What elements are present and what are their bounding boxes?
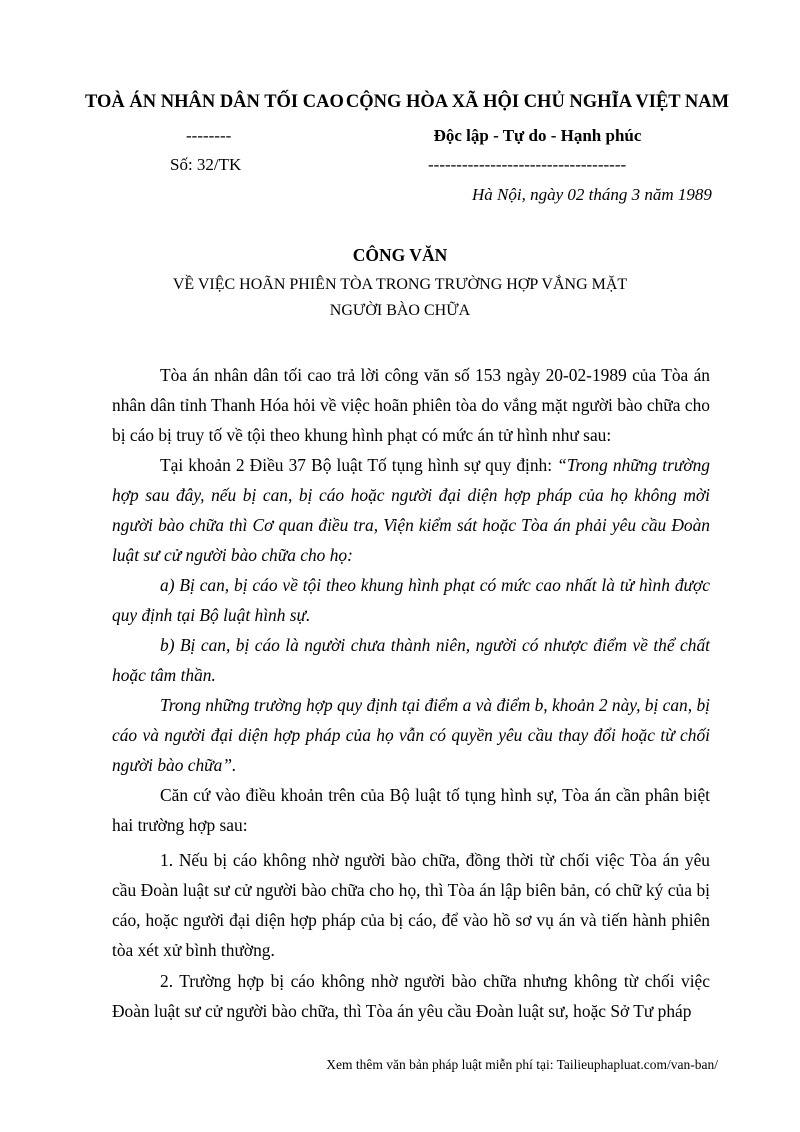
- country-name: CỘNG HÒA XÃ HỘI CHỦ NGHĨA VIỆT NAM: [345, 92, 730, 112]
- paragraph-rights: Trong những trường hợp quy định tại điểm a và điểm b, khoản 2 này, bị can, bị cáo và người đại diện hợp pháp của họ vẫn có quyền yêu cầu thay đổi hoặc từ chối người bào chữa”.: [112, 695, 710, 775]
- paragraph-2-quote: “Trong những trường hợp sau đây, nếu bị can, bị cáo hoặc người đại diện hợp pháp của họ không mời người bào chữa thì Cơ quan điều tra, Viện kiểm sát hoặc Tòa án phải yêu cầu Đoàn luật sư cử người bào chữa cho họ:: [112, 455, 710, 565]
- footer-note: Xem thêm văn bản pháp luật miễn phí tại: Tailieuphapluat.com/van-ban/: [326, 1057, 718, 1072]
- document-title: CÔNG VĂN: [352, 245, 448, 265]
- subject-line-1: VỀ VIỆC HOÃN PHIÊN TÒA TRONG TRƯỜNG HỢP VẮNG MẶT: [172, 276, 628, 293]
- paragraph-1: Tòa án nhân dân tối cao trả lời công văn số 153 ngày 20-02-1989 của Tòa án nhân dân tỉnh Thanh Hóa hỏi về việc hoãn phiên tòa do vắng mặt người bào chữa cho bị cáo bị truy tố về tội theo khung hình phạt có mức án tử hình như sau:: [112, 365, 710, 445]
- paragraph-case-2: 2. Trường hợp bị cáo không nhờ người bào chữa nhưng không từ chối việc Đoàn luật sư cử người bào chữa, thì Tòa án yêu cầu Đoàn luật sư, hoặc Sở Tư pháp: [112, 971, 710, 1021]
- court-name: TOÀ ÁN NHÂN DÂN TỐI CAO: [85, 92, 344, 112]
- paragraph-2: [112, 450, 710, 570]
- subject-line-2: NGƯỜI BÀO CHỮA: [329, 302, 471, 319]
- left-divider: --------: [186, 126, 232, 145]
- paragraph-2-lead: Tại khoản 2 Điều 37 Bộ luật Tố tụng hình sự quy định:: [160, 455, 558, 475]
- right-divider: -----------------------------------: [428, 155, 627, 174]
- paragraph-6: Căn cứ vào điều khoản trên của Bộ luật tố tụng hình sự, Tòa án cần phân biệt hai trường hợp sau:: [112, 785, 710, 835]
- national-motto: Độc lập - Tự do - Hạnh phúc: [433, 126, 642, 145]
- paragraph-point-a: a) Bị can, bị cáo về tội theo khung hình phạt có mức cao nhất là tử hình được quy định tại Bộ luật hình sự.: [112, 575, 710, 625]
- place-date: Hà Nội, ngày 02 tháng 3 năm 1989: [472, 185, 712, 204]
- paragraph-case-1: 1. Nếu bị cáo không nhờ người bào chữa, đồng thời từ chối việc Tòa án yêu cầu Đoàn luật sư cử người bào chữa cho họ, thì Tòa án lập biên bản, có chữ ký của bị cáo, hoặc người đại diện hợp pháp của bị cáo, để vào hồ sơ vụ án và tiến hành phiên tòa xét xử bình thường.: [112, 850, 710, 960]
- document-number: Số: 32/TK: [170, 155, 242, 174]
- paragraph-point-b: b) Bị can, bị cáo là người chưa thành niên, người có nhược điểm về thể chất hoặc tâm thần.: [112, 635, 710, 685]
